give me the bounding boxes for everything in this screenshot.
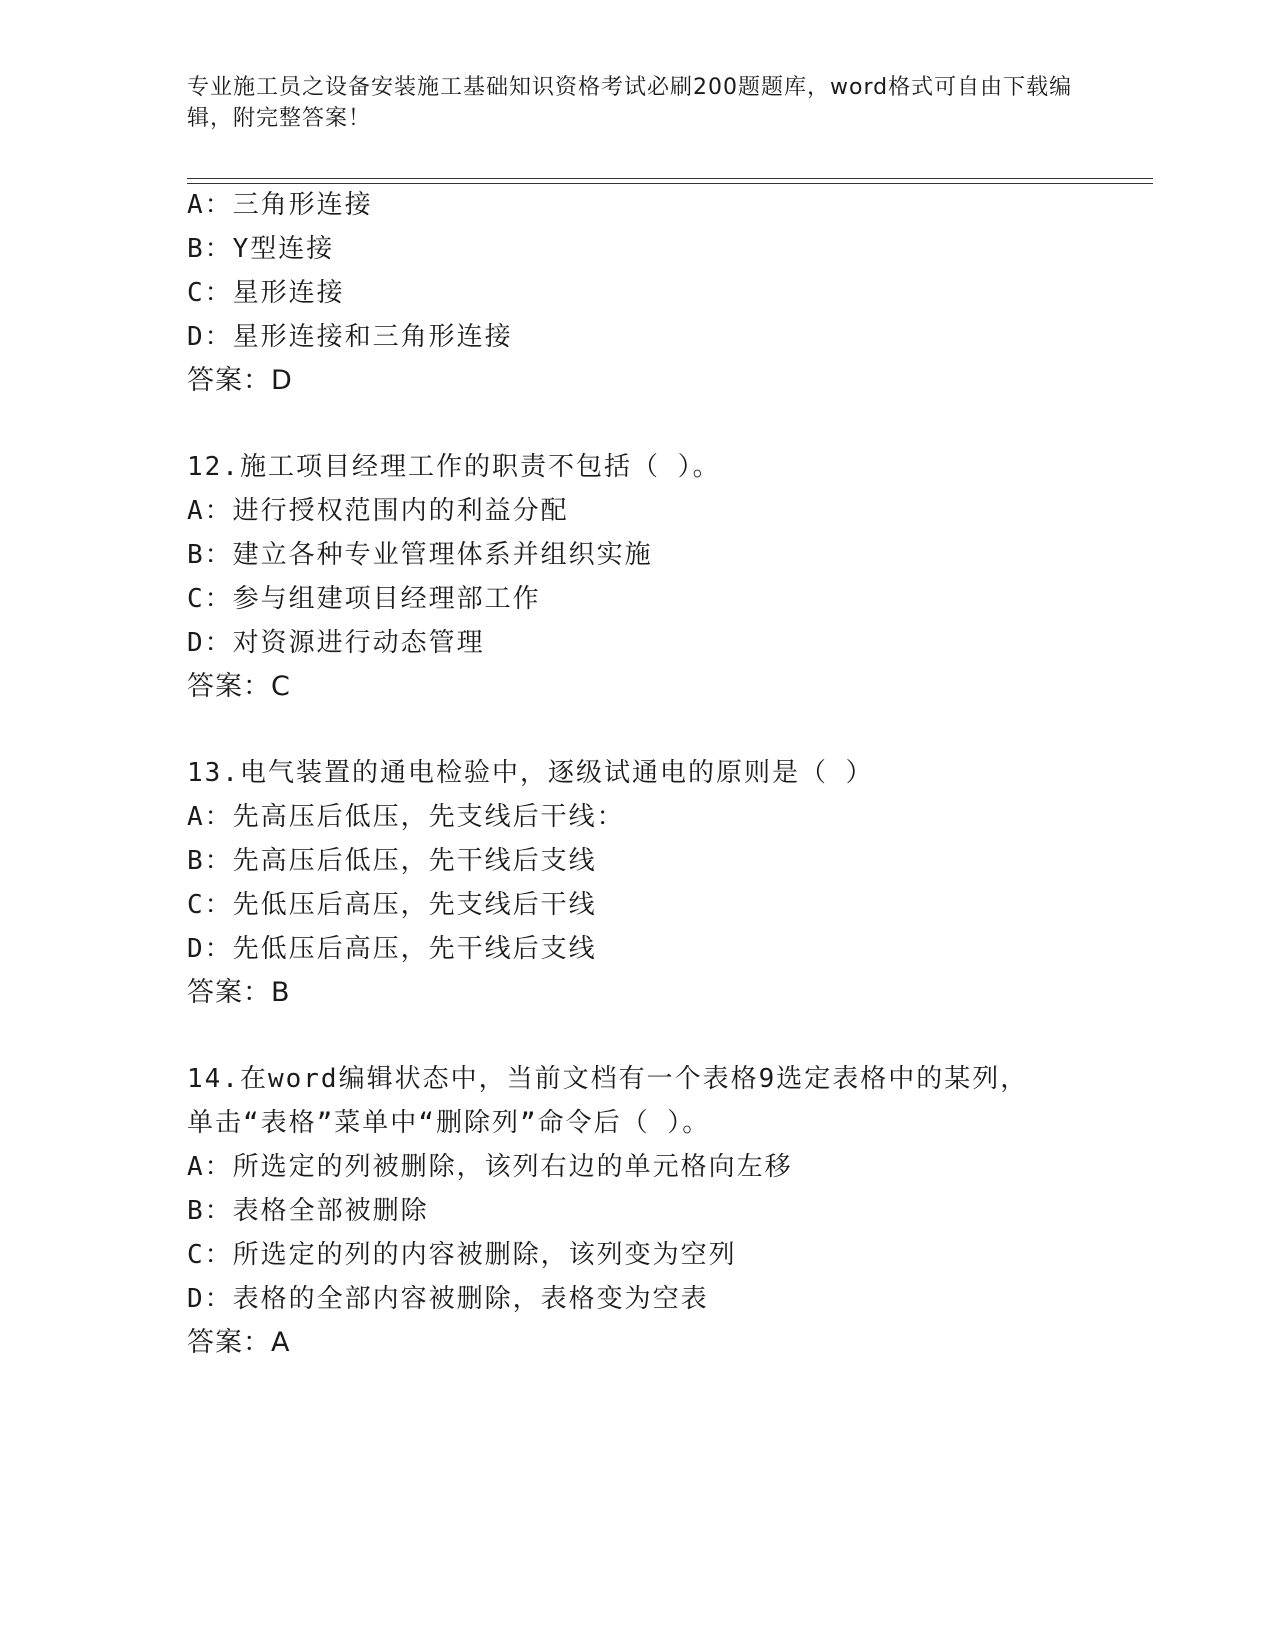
header-divider-top bbox=[187, 178, 1153, 179]
option-c: C：参与组建项目经理部工作 bbox=[187, 584, 541, 614]
option-a: A：进行授权范围内的利益分配 bbox=[187, 496, 569, 526]
question-text: 13.电气装置的通电检验中，逐级试通电的原则是（ ） bbox=[187, 758, 874, 788]
answer: 答案：B bbox=[187, 977, 291, 1008]
option-a: A：先高压后低压，先支线后干线： bbox=[187, 802, 625, 832]
option-b: B：建立各种专业管理体系并组织实施 bbox=[187, 540, 653, 570]
option-d: D：对资源进行动态管理 bbox=[187, 628, 485, 658]
option-d: D：先低压后高压，先干线后支线 bbox=[187, 934, 597, 964]
option-a: A：所选定的列被删除，该列右边的单元格向左移 bbox=[187, 1152, 793, 1182]
option-b: B：先高压后低压，先干线后支线 bbox=[187, 846, 597, 876]
header-divider-bottom bbox=[187, 183, 1153, 184]
answer: 答案：A bbox=[187, 1327, 291, 1358]
option-b: B：Y型连接 bbox=[187, 234, 335, 264]
option-c: C：先低压后高压，先支线后干线 bbox=[187, 890, 597, 920]
question-text-line-1: 14.在word编辑状态中，当前文档有一个表格9选定表格中的某列， bbox=[187, 1064, 1029, 1094]
option-c: C：星形连接 bbox=[187, 278, 345, 308]
question-text: 12.施工项目经理工作的职责不包括（ ）。 bbox=[187, 452, 721, 482]
answer: 答案：C bbox=[187, 671, 291, 702]
answer: 答案：D bbox=[187, 365, 293, 396]
option-d: D：表格的全部内容被删除，表格变为空表 bbox=[187, 1284, 709, 1314]
option-b: B：表格全部被删除 bbox=[187, 1196, 429, 1226]
question-text-line-2: 单击“表格”菜单中“删除列”命令后（ ）。 bbox=[187, 1108, 711, 1138]
option-d: D：星形连接和三角形连接 bbox=[187, 322, 513, 352]
option-c: C：所选定的列的内容被删除，该列变为空列 bbox=[187, 1240, 737, 1270]
document-header: 专业施工员之设备安装施工基础知识资格考试必刷200题题库，word格式可自由下载编辑，附完整答案！ bbox=[187, 75, 1073, 131]
option-a: A：三角形连接 bbox=[187, 190, 373, 220]
